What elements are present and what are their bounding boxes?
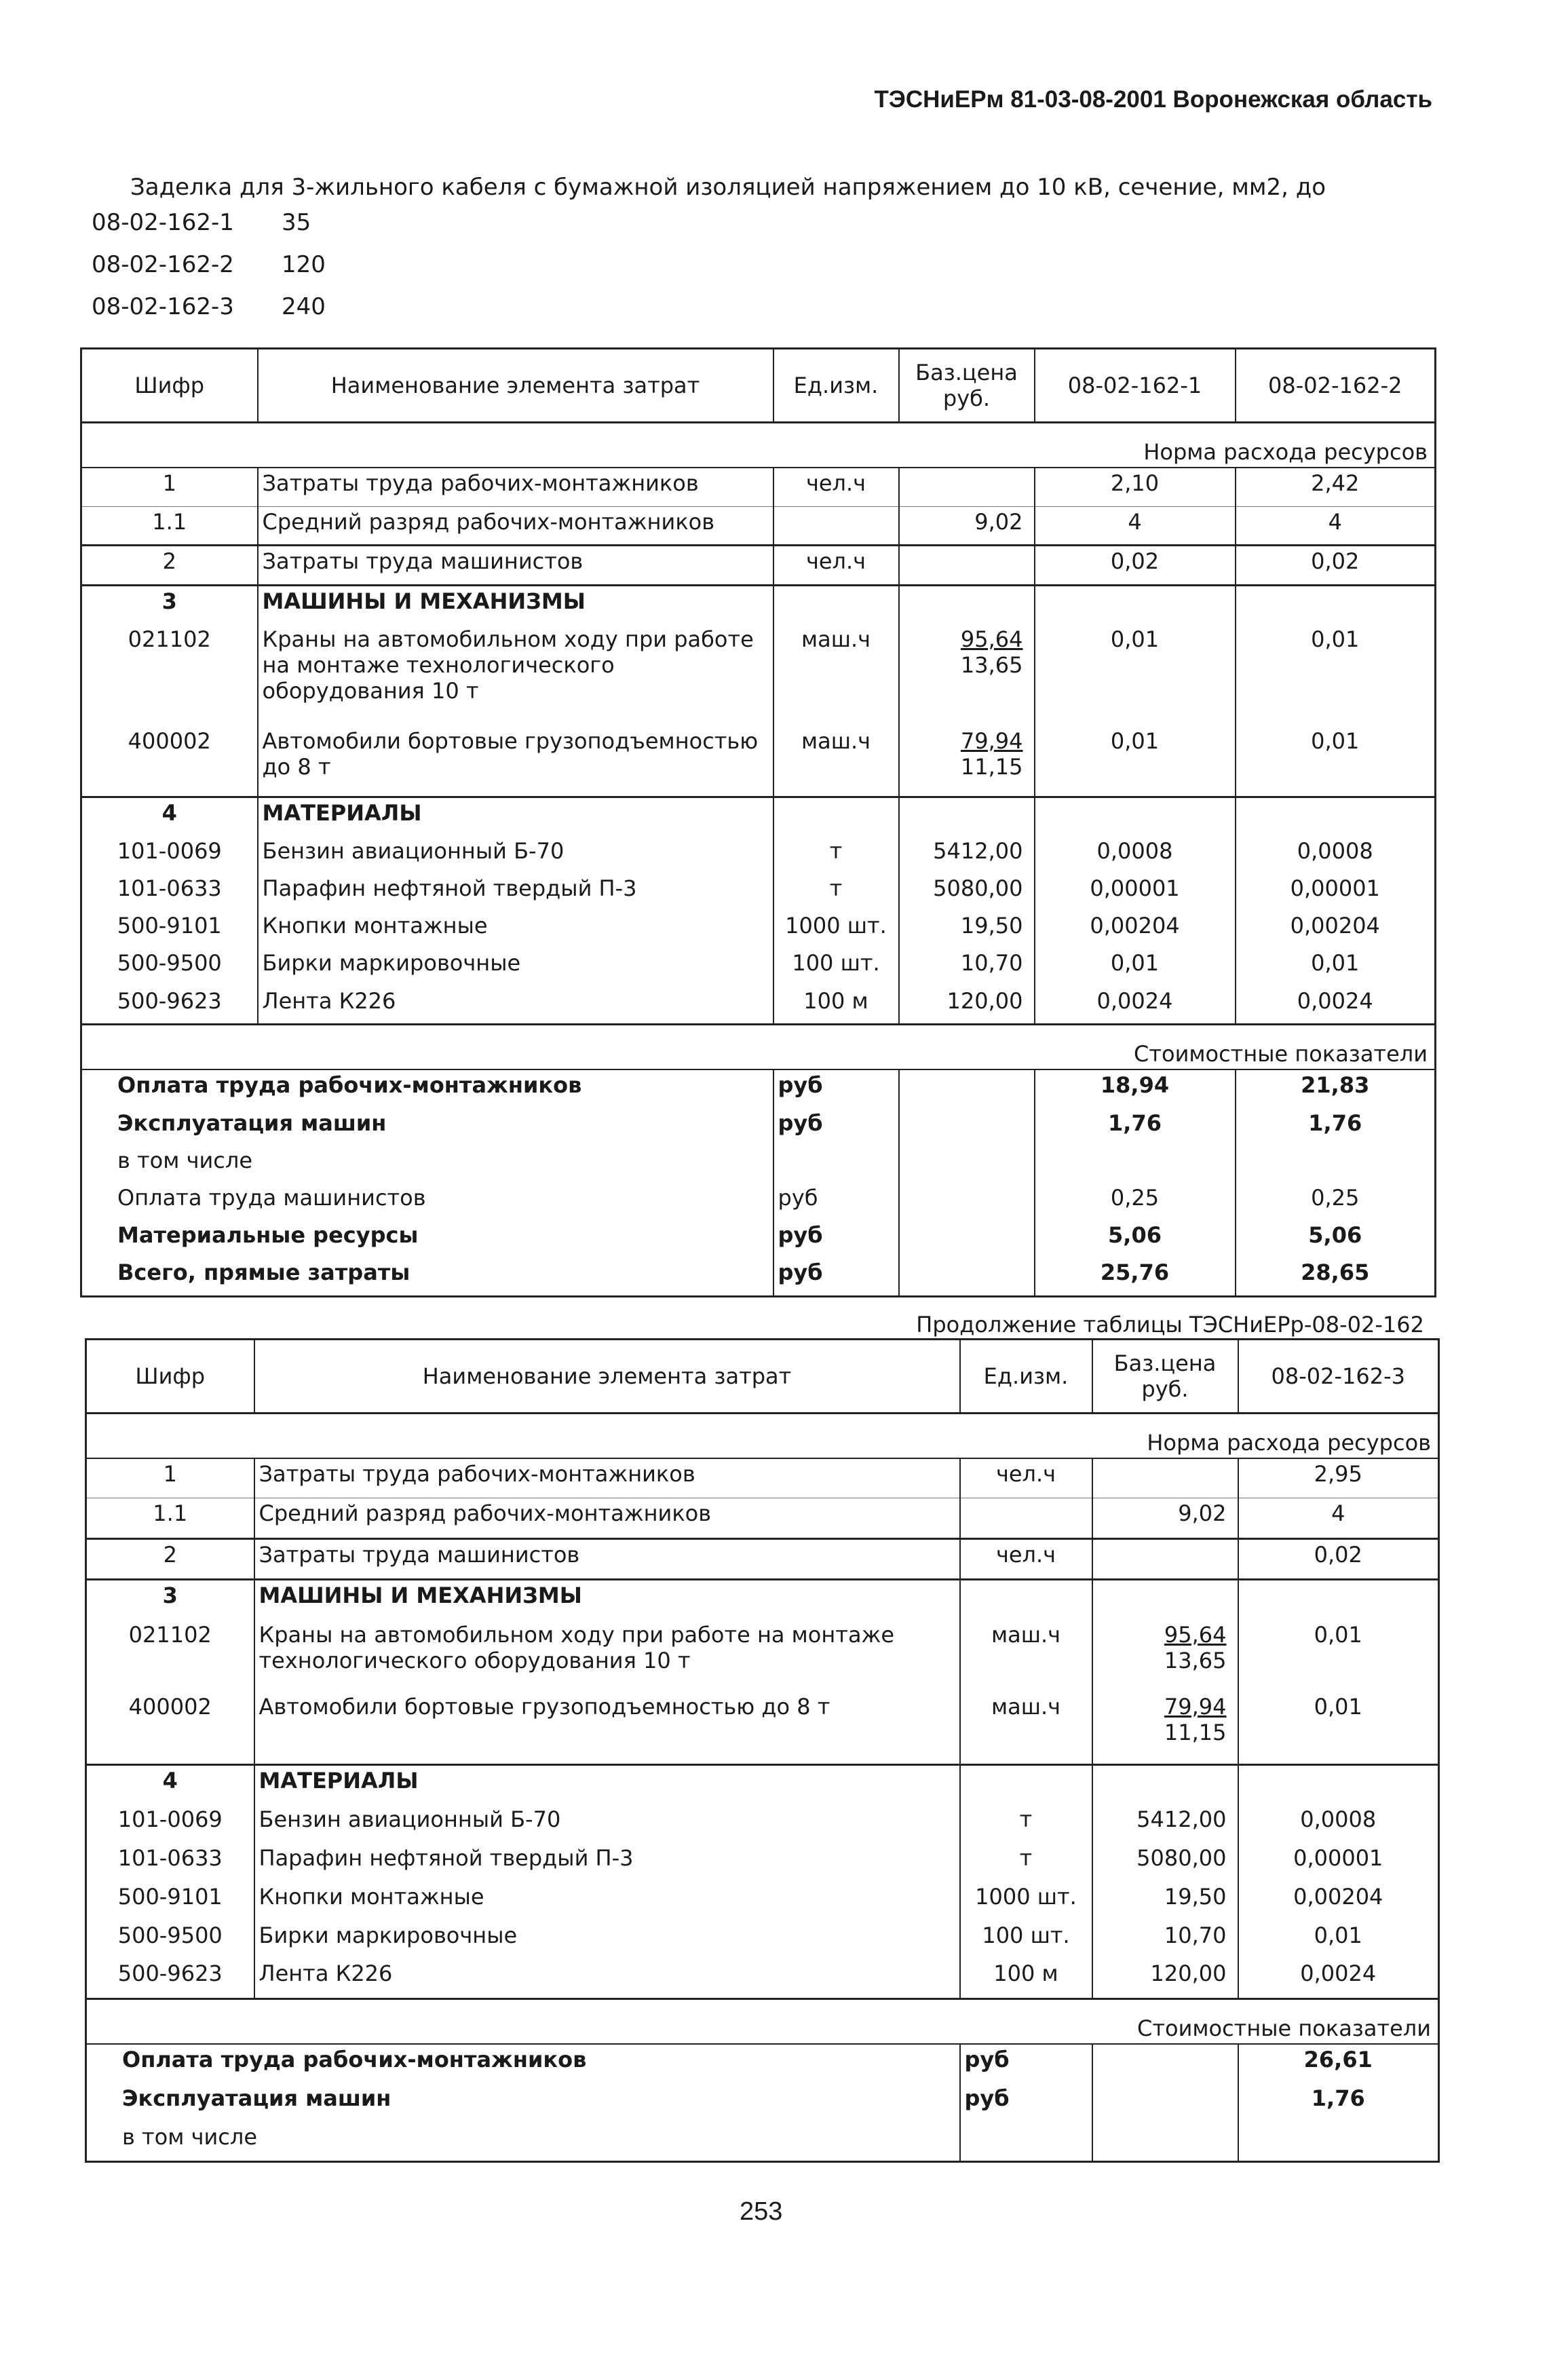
table-row	[81, 797, 1436, 836]
table-row	[86, 1620, 1439, 1692]
row-price	[1092, 1692, 1238, 1765]
row-unit: 100 шт.	[773, 948, 899, 985]
row-price: 10,70	[899, 948, 1035, 985]
cost-value-1	[1238, 2122, 1439, 2162]
cost-price-empty	[899, 1220, 1035, 1257]
row-code: 1	[81, 468, 258, 506]
table-row	[86, 1882, 1439, 1920]
row-name: МАТЕРИАЛЫ	[258, 797, 773, 836]
code: 08-02-162-3	[92, 293, 234, 320]
code-value: 240	[282, 293, 326, 320]
table-row	[81, 911, 1436, 948]
row-value-2: 0,01	[1311, 728, 1360, 755]
row-price	[899, 468, 1035, 506]
table-row	[86, 1538, 1439, 1580]
resource-table-2	[85, 1338, 1440, 2163]
cost-value-2: 28,65	[1301, 1259, 1370, 1286]
cost-unit: руб	[960, 2083, 1092, 2122]
row-price	[1092, 1620, 1238, 1692]
row-value-1: 0,0008	[1035, 836, 1236, 873]
row-name: Затраты труда рабочих-монтажников	[258, 468, 773, 506]
header-column-1: 08-02-162-3	[1238, 1340, 1439, 1414]
cost-price-empty	[1092, 2083, 1238, 2122]
header-name: Наименование элемента затрат	[254, 1340, 960, 1414]
row-value-2: 0,02	[1236, 546, 1436, 586]
row-value-1: 2,95	[1314, 1461, 1362, 1487]
row-price	[899, 797, 1035, 836]
header-shifr: Шифр	[81, 349, 258, 423]
cost-unit: руб	[773, 1220, 899, 1257]
table-row	[86, 1764, 1439, 1804]
row-value-1: 0,00001	[1293, 1844, 1383, 1871]
cost-value-1	[1035, 1145, 1236, 1183]
row-name: МАШИНЫ И МЕХАНИЗМЫ	[254, 1580, 960, 1620]
row-value-1	[1238, 1580, 1439, 1620]
row-unit	[773, 797, 899, 836]
cost-name: в том числе	[81, 1145, 773, 1183]
row-price	[899, 624, 1035, 726]
cost-row	[86, 2083, 1439, 2122]
cost-value-2: 21,83	[1301, 1072, 1370, 1099]
row-code: 2	[81, 546, 258, 586]
row-code: 400002	[86, 1692, 254, 1765]
row-value-1	[1035, 586, 1236, 624]
row-value-2: 0,0008	[1297, 837, 1373, 864]
row-price: 5080,00	[899, 873, 1035, 911]
row-unit: чел.ч	[960, 1538, 1092, 1580]
row-unit	[773, 506, 899, 546]
row-value-1: 0,02	[1238, 1538, 1439, 1580]
cost-value-2: 1,76	[1308, 1110, 1362, 1136]
row-unit: т	[773, 873, 899, 911]
code-row	[92, 251, 326, 293]
cost-unit	[960, 2122, 1092, 2162]
caption-row	[81, 423, 1436, 468]
page-number: 253	[740, 2197, 783, 2226]
row-name: Лента К226	[258, 986, 773, 1025]
cost-value-1: 26,61	[1303, 2046, 1373, 2072]
row-unit: маш.ч	[773, 624, 899, 726]
row-value-1: 0,02	[1035, 546, 1236, 586]
page-header: ТЭСНиЕРм 81-03-08-2001 Воронежская область	[874, 86, 1432, 113]
continuation-caption: Продолжение таблицы ТЭСНиЕРр-08-02-162	[916, 1312, 1424, 1338]
row-unit: чел.ч	[960, 1458, 1092, 1498]
row-name: Средний разряд рабочих-монтажников	[254, 1498, 960, 1538]
row-code: 400002	[81, 726, 258, 797]
row-code: 101-0069	[86, 1804, 254, 1843]
header-shifr: Шифр	[86, 1340, 254, 1414]
code: 08-02-162-1	[92, 209, 234, 236]
header-unit: Ед.изм.	[960, 1340, 1092, 1414]
row-value-2: 0,00204	[1290, 913, 1380, 939]
row-unit: 100 шт.	[960, 1920, 1092, 1959]
price-primary: 79,94	[1164, 1693, 1227, 1720]
cost-row	[86, 2122, 1439, 2162]
row-price: 19,50	[899, 911, 1035, 948]
row-price: 5080,00	[1092, 1843, 1238, 1882]
row-code: 4	[81, 797, 258, 836]
cost-value-1: 25,76	[1035, 1257, 1236, 1296]
cost-name: Оплата труда машинистов	[81, 1183, 773, 1220]
table-row	[86, 1498, 1439, 1538]
cost-value-1: 18,94	[1035, 1069, 1236, 1107]
cost-value-1: 1,76	[1035, 1108, 1236, 1145]
cost-row	[81, 1220, 1436, 1257]
row-unit: т	[960, 1804, 1092, 1843]
cost-caption: Стоимостные показатели	[81, 1025, 1436, 1070]
cost-unit: руб	[773, 1069, 899, 1107]
header-name: Наименование элемента затрат	[258, 349, 773, 423]
row-code: 500-9623	[86, 1958, 254, 1998]
row-unit: 100 м	[773, 986, 899, 1025]
cost-price-empty	[899, 1145, 1035, 1183]
row-value-1: 0,01	[1314, 1693, 1362, 1720]
cost-row	[81, 1069, 1436, 1107]
cost-value-1: 1,76	[1311, 2085, 1365, 2111]
row-unit	[960, 1580, 1092, 1620]
row-code: 3	[81, 586, 258, 624]
row-value-1	[1238, 1764, 1439, 1804]
row-value-2: 4	[1236, 506, 1436, 546]
table-row	[86, 1843, 1439, 1882]
row-value-1: 0,00001	[1035, 873, 1236, 911]
header-column-2: 08-02-162-2	[1236, 349, 1436, 423]
row-name: Бензин авиационный Б-70	[254, 1804, 960, 1843]
cost-price-empty	[899, 1108, 1035, 1145]
row-code: 021102	[81, 624, 258, 726]
cost-value-1: 0,25	[1035, 1183, 1236, 1220]
table-row	[81, 986, 1436, 1025]
row-price: 120,00	[899, 986, 1035, 1025]
code-row	[92, 293, 326, 335]
row-unit: т	[773, 836, 899, 873]
row-value-2: 0,01	[1311, 950, 1360, 977]
row-value-2: 0,0024	[1297, 987, 1373, 1014]
row-name: Бирки маркировочные	[258, 948, 773, 985]
row-name: Затраты труда машинистов	[258, 546, 773, 586]
row-value-1: 0,0024	[1035, 986, 1236, 1025]
table-row	[81, 506, 1436, 546]
cost-unit: руб	[773, 1183, 899, 1220]
row-name: Краны на автомобильном ходу при работе на монтаже технологического оборудования 10 т	[258, 624, 773, 726]
row-code: 101-0633	[81, 873, 258, 911]
row-value-1: 0,01	[1035, 624, 1236, 726]
row-name: Бензин авиационный Б-70	[258, 836, 773, 873]
row-price	[899, 546, 1035, 586]
row-price	[899, 726, 1035, 797]
row-code: 3	[86, 1580, 254, 1620]
cost-price-empty	[899, 1069, 1035, 1107]
row-value-2	[1236, 586, 1436, 624]
header-price: Баз.цена руб.	[899, 349, 1035, 423]
row-unit: чел.ч	[773, 468, 899, 506]
row-price	[1092, 1764, 1238, 1804]
row-price: 10,70	[1092, 1920, 1238, 1959]
row-code: 500-9623	[81, 986, 258, 1025]
row-code: 500-9500	[86, 1920, 254, 1959]
cost-row	[81, 1257, 1436, 1296]
table-row	[81, 624, 1436, 726]
cost-unit: руб	[773, 1108, 899, 1145]
row-name: Кнопки монтажные	[258, 911, 773, 948]
row-code: 1	[86, 1458, 254, 1498]
table-row	[86, 1920, 1439, 1959]
row-code: 101-0069	[81, 836, 258, 873]
row-name: Автомобили бортовые грузоподъемностью до 8 т	[258, 726, 773, 797]
cost-name: Эксплуатация машин	[86, 2083, 960, 2122]
row-value-1: 0,01	[1314, 1621, 1362, 1648]
row-value-1: 0,0024	[1300, 1960, 1377, 1987]
row-price	[1092, 1458, 1238, 1498]
row-unit: маш.ч	[773, 726, 899, 797]
code: 08-02-162-2	[92, 251, 234, 278]
cost-price-empty	[899, 1257, 1035, 1296]
table-row	[81, 873, 1436, 911]
row-unit: т	[960, 1843, 1092, 1882]
cost-row	[86, 2044, 1439, 2083]
price-primary: 79,94	[960, 728, 1023, 755]
cost-row	[81, 1108, 1436, 1145]
table-row	[81, 948, 1436, 985]
row-price: 9,02	[1092, 1498, 1238, 1538]
header-unit: Ед.изм.	[773, 349, 899, 423]
row-value-1: 0,01	[1035, 726, 1236, 797]
norm-caption: Норма расхода ресурсов	[81, 423, 1436, 468]
row-unit: маш.ч	[960, 1692, 1092, 1765]
table-row	[86, 1458, 1439, 1498]
row-code: 1.1	[86, 1498, 254, 1538]
caption-row	[86, 1414, 1439, 1459]
table-row	[86, 1580, 1439, 1620]
row-value-2: 0,01	[1311, 626, 1360, 652]
row-value-1: 0,01	[1314, 1922, 1362, 1948]
code-row	[92, 209, 326, 251]
row-name: Кнопки монтажные	[254, 1882, 960, 1920]
row-value-1	[1035, 797, 1236, 836]
table-row	[81, 546, 1436, 586]
row-price: 5412,00	[899, 836, 1035, 873]
code-value: 35	[282, 209, 311, 236]
row-value-1: 2,10	[1035, 468, 1236, 506]
cost-row	[81, 1183, 1436, 1220]
row-value-2: 0,00001	[1290, 875, 1380, 902]
row-name: Затраты труда машинистов	[254, 1538, 960, 1580]
cost-name: Всего, прямые затраты	[81, 1257, 773, 1296]
cost-price-empty	[1092, 2122, 1238, 2162]
row-code: 4	[86, 1764, 254, 1804]
row-code: 101-0633	[86, 1843, 254, 1882]
row-name: Бирки маркировочные	[254, 1920, 960, 1959]
row-unit	[773, 586, 899, 624]
row-name: Краны на автомобильном ходу при работе на монтаже технологического оборудования 10 т	[254, 1620, 960, 1692]
row-value-1: 4	[1035, 506, 1236, 546]
row-price: 120,00	[1092, 1958, 1238, 1998]
table-row	[81, 468, 1436, 506]
table-row	[81, 586, 1436, 624]
header-column-1: 08-02-162-1	[1035, 349, 1236, 423]
row-price	[1092, 1538, 1238, 1580]
table-row	[81, 836, 1436, 873]
cost-price-empty	[1092, 2044, 1238, 2083]
table-row	[81, 726, 1436, 797]
cost-unit	[773, 1145, 899, 1183]
row-unit: 1000 шт.	[773, 911, 899, 948]
row-price	[899, 586, 1035, 624]
row-name: Лента К226	[254, 1958, 960, 1998]
row-value-1: 0,0008	[1300, 1806, 1377, 1833]
price-secondary: 13,65	[960, 651, 1023, 678]
row-unit: маш.ч	[960, 1620, 1092, 1692]
row-value-1: 0,00204	[1035, 911, 1236, 948]
row-unit: 1000 шт.	[960, 1882, 1092, 1920]
price-secondary: 13,65	[1164, 1647, 1227, 1673]
row-price	[1092, 1580, 1238, 1620]
code-value: 120	[282, 251, 326, 278]
row-name: Средний разряд рабочих-монтажников	[258, 506, 773, 546]
row-name: Автомобили бортовые грузоподъемностью до 8 т	[254, 1692, 960, 1765]
row-unit: чел.ч	[773, 546, 899, 586]
caption-row	[86, 1998, 1439, 2044]
cost-price-empty	[899, 1183, 1035, 1220]
cost-name: в том числе	[86, 2122, 960, 2162]
cost-value-1: 5,06	[1035, 1220, 1236, 1257]
price-secondary: 11,15	[1164, 1719, 1227, 1745]
row-code: 500-9101	[86, 1882, 254, 1920]
cost-caption: Стоимостные показатели	[86, 1998, 1439, 2044]
cost-row	[81, 1145, 1436, 1183]
price-secondary: 11,15	[960, 754, 1023, 780]
row-code: 1.1	[81, 506, 258, 546]
price-primary: 95,64	[960, 626, 1023, 652]
row-value-1: 4	[1238, 1498, 1439, 1538]
norm-caption: Норма расхода ресурсов	[86, 1414, 1439, 1459]
row-code: 500-9500	[81, 948, 258, 985]
header-price: Баз.цена руб.	[1092, 1340, 1238, 1414]
row-code: 2	[86, 1538, 254, 1580]
cost-name: Эксплуатация машин	[81, 1108, 773, 1145]
row-name: Парафин нефтяной твердый П-3	[258, 873, 773, 911]
caption-row	[81, 1025, 1436, 1070]
row-value-2: 2,42	[1311, 470, 1360, 496]
row-name: Затраты труда рабочих-монтажников	[254, 1458, 960, 1498]
row-name: Парафин нефтяной твердый П-3	[254, 1843, 960, 1882]
row-unit	[960, 1764, 1092, 1804]
cost-name: Оплата труда рабочих-монтажников	[81, 1069, 773, 1107]
code-list	[92, 209, 326, 335]
row-price: 5412,00	[1092, 1804, 1238, 1843]
cost-name: Оплата труда рабочих-монтажников	[86, 2044, 960, 2083]
row-code: 021102	[86, 1620, 254, 1692]
table-row	[86, 1692, 1439, 1765]
table-row	[86, 1958, 1439, 1998]
cost-value-2: 5,06	[1308, 1222, 1362, 1249]
section-intro: Заделка для 3-жильного кабеля с бумажной изоляцией напряжением до 10 кВ, сечение, мм2, до	[130, 174, 1326, 201]
row-name: МАТЕРИАЛЫ	[254, 1764, 960, 1804]
resource-table-1	[80, 347, 1436, 1297]
cost-unit: руб	[773, 1257, 899, 1296]
row-price: 9,02	[899, 506, 1035, 546]
row-value-1: 0,01	[1035, 948, 1236, 985]
cost-value-2	[1236, 1145, 1436, 1183]
row-code: 500-9101	[81, 911, 258, 948]
table-header	[86, 1340, 1439, 1414]
table-header	[81, 349, 1436, 423]
cost-value-2: 0,25	[1311, 1184, 1360, 1211]
row-unit: 100 м	[960, 1958, 1092, 1998]
cost-name: Материальные ресурсы	[81, 1220, 773, 1257]
row-value-1: 0,00204	[1293, 1883, 1383, 1910]
row-value-2	[1236, 797, 1436, 836]
cost-unit: руб	[960, 2044, 1092, 2083]
price-primary: 95,64	[1164, 1621, 1227, 1648]
row-price: 19,50	[1092, 1882, 1238, 1920]
row-name: МАШИНЫ И МЕХАНИЗМЫ	[258, 586, 773, 624]
row-unit	[960, 1498, 1092, 1538]
table-row	[86, 1804, 1439, 1843]
